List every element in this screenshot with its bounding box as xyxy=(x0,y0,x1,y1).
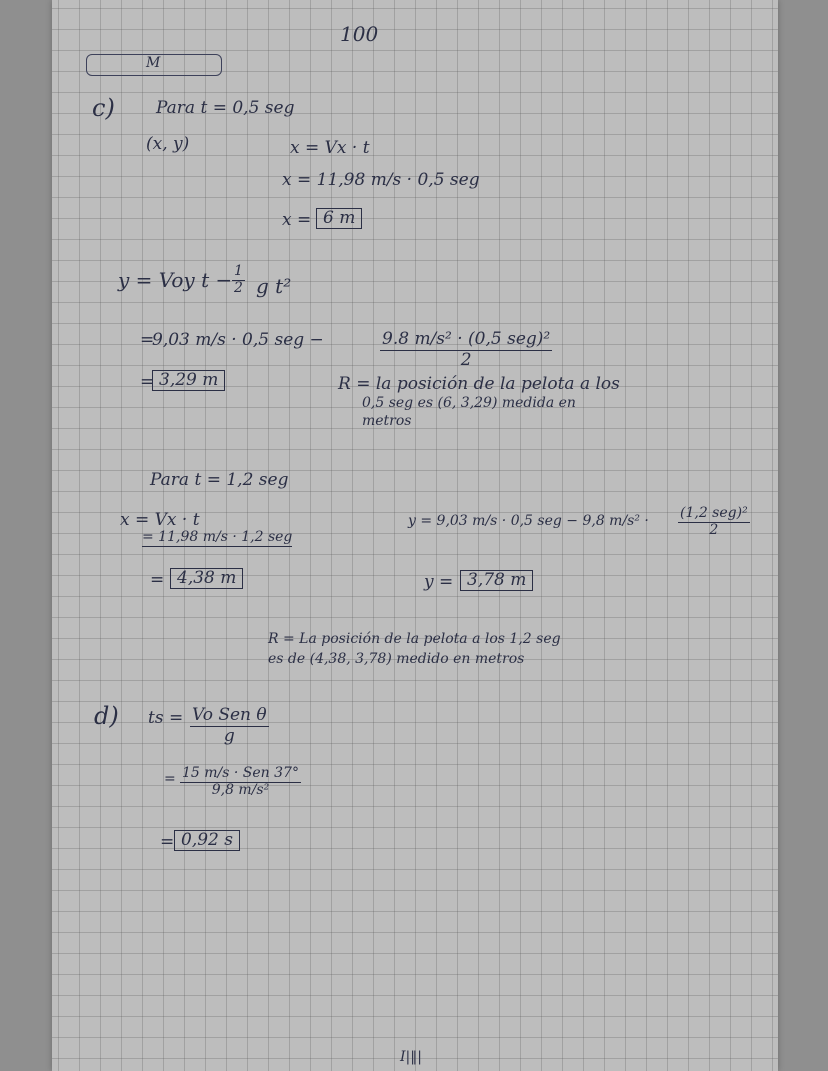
case1-y-half-num: 1 xyxy=(232,264,245,281)
part-d-ts-lhs: ts = xyxy=(148,708,184,728)
case1-coords: (x, y) xyxy=(146,134,190,154)
case1-answer-line3: metros xyxy=(362,413,412,429)
case1-intro: Para t = 0,5 seg xyxy=(156,98,295,118)
case1-x-substitution: x = 11,98 m/s · 0,5 seg xyxy=(282,170,480,190)
case1-y-formula: y = Voy t − xyxy=(118,268,233,292)
case1-y-fraction-den: 2 xyxy=(460,349,472,370)
case2-x-result-eq: = xyxy=(150,570,165,590)
case1-y-fraction xyxy=(380,330,552,369)
part-d-ts-num: Vo Sen θ xyxy=(192,705,267,725)
case1-answer-line1: R = la posición de la pelota a los xyxy=(338,374,620,394)
case1-y-half-den: 2 xyxy=(234,280,243,297)
case1-answer-line2: 0,5 seg es (6, 3,29) medida en xyxy=(362,395,576,411)
case2-y-fraction-den: 2 xyxy=(709,522,719,539)
part-d-result: 0,92 s xyxy=(174,830,240,851)
case2-y-result: 3,78 m xyxy=(460,570,533,591)
footer-mark: Ⅰ|‖| xyxy=(400,1049,422,1065)
part-d-sub-den: 9,8 m/s² xyxy=(211,782,270,799)
case2-x-formula: x = Vx · t xyxy=(120,510,200,530)
case2-answer-line1: R = La posición de la pelota a los 1,2 seg xyxy=(268,631,561,647)
part-d-result-eq: = xyxy=(160,832,175,852)
case1-x-result: 6 m xyxy=(316,208,362,229)
part-d-sub-num: 15 m/s · Sen 37° xyxy=(180,766,301,783)
case2-y-fraction-num: (1,2 seg)² xyxy=(678,506,750,523)
part-d-sub-eq: = xyxy=(164,771,176,787)
case1-y-result: 3,29 m xyxy=(152,370,225,391)
part-d-label: d) xyxy=(94,702,119,730)
case2-x-result: 4,38 m xyxy=(170,568,243,589)
part-d-sub-fraction xyxy=(180,766,301,799)
case1-y-sub-eq: = xyxy=(140,330,155,350)
part-d-ts-fraction xyxy=(190,706,269,745)
page-number: 100 xyxy=(340,22,379,46)
part-c-label: c) xyxy=(92,94,115,122)
case1-y-fraction-num: 9.8 m/s² · (0,5 seg)² xyxy=(382,329,551,349)
case2-intro: Para t = 1,2 seg xyxy=(150,470,289,490)
case1-x-eq: x = xyxy=(282,210,312,230)
case2-answer-line2: es de (4,38, 3,78) medido en metros xyxy=(268,651,525,667)
part-d-ts-den: g xyxy=(223,725,235,746)
case2-x-substitution: = 11,98 m/s · 1,2 seg xyxy=(142,529,293,545)
case1-y-half xyxy=(232,264,245,297)
case1-y-substitution: 9,03 m/s · 0,5 seg − xyxy=(152,330,324,350)
header-tab-mark: M xyxy=(146,55,161,71)
case1-y-formula-tail: g t² xyxy=(256,274,292,298)
case1-x-formula: x = Vx · t xyxy=(290,138,370,158)
case2-y-fraction xyxy=(678,506,750,539)
case1-y-result-eq: = xyxy=(140,372,155,392)
case2-y-eq: y = xyxy=(424,572,454,592)
case2-y-substitution: y = 9,03 m/s · 0,5 seg − 9,8 m/s² · xyxy=(408,513,649,529)
